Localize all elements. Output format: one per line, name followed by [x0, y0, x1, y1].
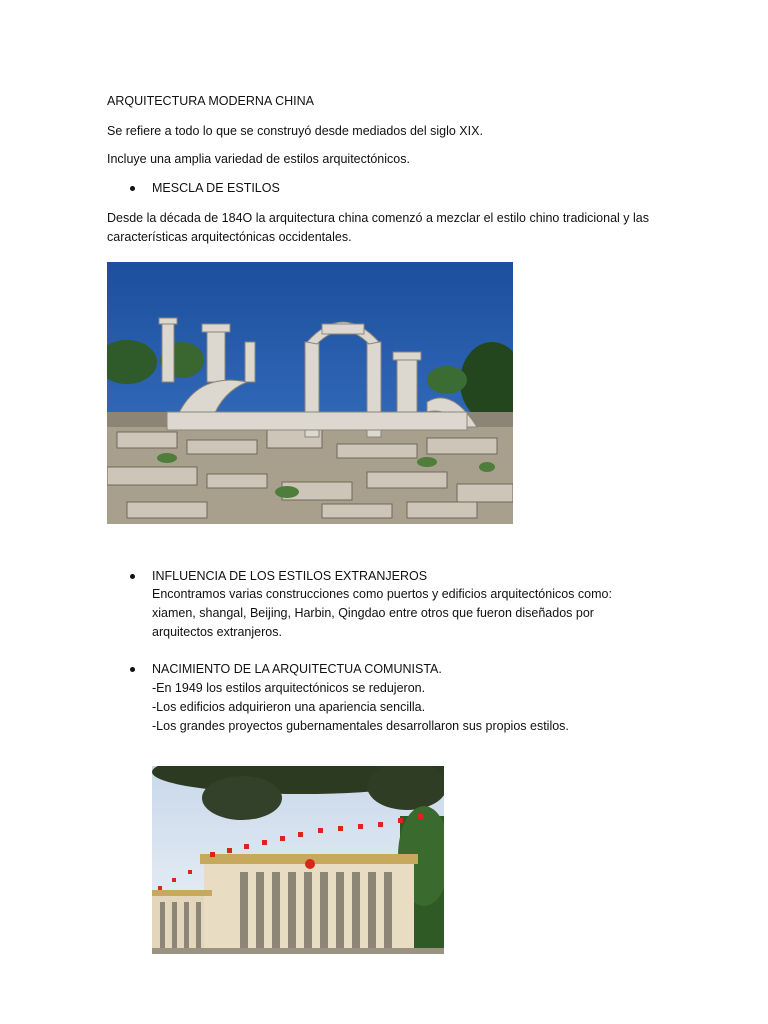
paragraph-line: Encontramos varias construcciones como puertos y edificios arquitectónicos como:	[152, 587, 612, 601]
section-heading: MESCLA DE ESTILOS	[152, 181, 280, 195]
paragraph-line: -En 1949 los estilos arquitectónicos se redujeron.	[152, 681, 426, 695]
great-hall-photo	[152, 766, 444, 954]
bullet-icon	[130, 667, 135, 672]
paragraph-line: xiamen, shangal, Beijing, Harbin, Qingdao entre otros que fueron diseñados por	[152, 606, 594, 620]
paragraph-line: arquitectos extranjeros.	[152, 625, 282, 639]
intro-line: Se refiere a todo lo que se construyó desde mediados del siglo XIX.	[107, 124, 483, 138]
bullet-icon	[130, 186, 135, 191]
section-heading: INFLUENCIA DE LOS ESTILOS EXTRANJEROS	[152, 569, 428, 583]
ruins-photo	[107, 262, 513, 524]
paragraph-line: -Los grandes proyectos gubernamentales desarrollaron sus propios estilos.	[152, 719, 569, 733]
bullet-icon	[130, 574, 135, 579]
paragraph-line: características arquitectónicas occidentales.	[107, 230, 352, 244]
section-heading: NACIMIENTO DE LA ARQUITECTUA COMUNISTA.	[152, 662, 442, 676]
paragraph-line: -Los edificios adquirieron una apariencia sencilla.	[152, 700, 426, 714]
document-title: ARQUITECTURA MODERNA CHINA	[107, 94, 314, 108]
paragraph-line: Desde la década de 184O la arquitectura china comenzó a mezclar el estilo chino tradicional y las	[107, 211, 649, 225]
intro-line: Incluye una amplia variedad de estilos arquitectónicos.	[107, 152, 410, 166]
